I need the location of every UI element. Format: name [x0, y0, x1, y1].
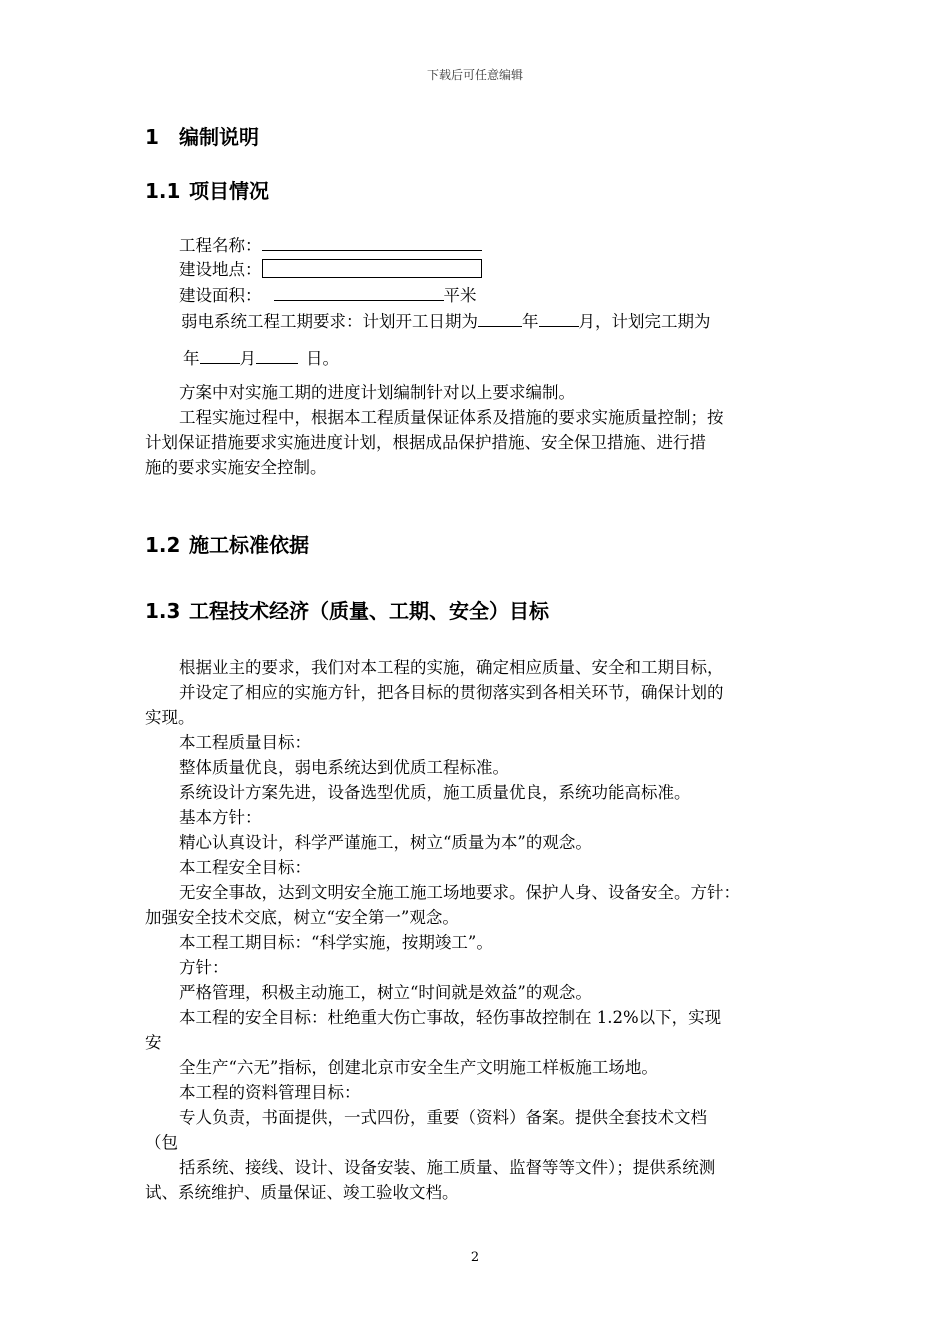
- section-title: 编制说明: [179, 125, 259, 149]
- body-line: 加强安全技术交底，树立“安全第一”观念。: [145, 908, 459, 927]
- end-day-label: 日。: [306, 349, 339, 368]
- end-label: ，计划完工期为: [595, 312, 711, 331]
- page-number: 2: [470, 1250, 480, 1265]
- project-name-blank[interactable]: [262, 232, 482, 251]
- section-title: 项目情况: [189, 179, 269, 203]
- year-label: 年: [522, 312, 539, 331]
- section-number: 1: [145, 125, 159, 149]
- project-area-blank[interactable]: [274, 282, 444, 301]
- section-number: 1.3: [145, 599, 181, 623]
- body-line: 本工程的资料管理目标：: [179, 1083, 361, 1102]
- body-line: 本工程安全目标：: [179, 858, 311, 877]
- page-header: 下载后可任意编辑: [426, 68, 523, 82]
- body-line: 全生产“六无”指标，创建北京市安全生产文明施工样板施工场地。: [179, 1058, 658, 1077]
- start-month-blank[interactable]: [539, 308, 579, 327]
- body-line: 基本方针：: [179, 808, 262, 827]
- section-heading-1-1: [145, 178, 269, 204]
- project-area-label: 建设面积：: [179, 286, 262, 305]
- project-name-line: [145, 232, 849, 258]
- body-line: 并设定了相应的实施方针，把各目标的贯彻落实到各相关环节，确保计划的: [179, 683, 724, 702]
- month-label: 月: [578, 312, 595, 331]
- body-line: 本工程工期目标：“科学实施，按期竣工”。: [179, 933, 493, 952]
- start-year-blank[interactable]: [478, 308, 522, 327]
- body-line: 本工程质量目标：: [179, 733, 311, 752]
- paragraph-line: 方案中对实施工期的进度计划编制针对以上要求编制。: [179, 383, 575, 402]
- body-line: 试、系统维护、质量保证、竣工验收文档。: [145, 1183, 459, 1202]
- project-area-unit: 平米: [443, 286, 477, 305]
- body-line: 无安全事故，达到文明安全施工施工场地要求。保护人身、设备安全。方针：: [179, 883, 740, 902]
- body-line: 根据业主的要求，我们对本工程的实施，确定相应质量、安全和工期目标，: [179, 658, 724, 677]
- section-heading-1-3: [145, 598, 549, 624]
- end-month-label: 月: [239, 349, 256, 368]
- body-line: 安: [145, 1033, 162, 1052]
- body-line: 方针：: [179, 958, 229, 977]
- paragraph-line: 施的要求实施安全控制。: [145, 458, 327, 477]
- project-area-line: [145, 282, 849, 308]
- project-site-field[interactable]: [262, 259, 482, 278]
- paragraph-line: 工程实施过程中，根据本工程质量保证体系及措施的要求实施质量控制；按: [179, 408, 724, 427]
- section-number: 1.2: [145, 533, 181, 557]
- section-heading-1-2: [145, 532, 309, 558]
- paragraph-line: 计划保证措施要求实施进度计划，根据成品保护措施、安全保卫措施、进行措: [145, 433, 706, 452]
- end-month-blank[interactable]: [200, 345, 240, 364]
- schedule-label: 弱电系统工程工期要求：计划开工日期为: [181, 312, 478, 331]
- section-title: 施工标准依据: [189, 533, 309, 557]
- project-site-label: 建设地点：: [179, 260, 262, 279]
- section-heading-1: [145, 124, 259, 150]
- project-name-label: 工程名称：: [179, 236, 262, 255]
- body-line: 精心认真设计，科学严谨施工，树立“质量为本”的观念。: [179, 833, 592, 852]
- body-line: 整体质量优良，弱电系统达到优质工程标准。: [179, 758, 509, 777]
- schedule-end-line: [145, 345, 853, 371]
- end-day-blank[interactable]: [256, 345, 298, 364]
- body-line: 系统设计方案先进，设备选型优质，施工质量优良，系统功能高标准。: [179, 783, 691, 802]
- end-year-label: 年: [183, 349, 200, 368]
- section-number: 1.1: [145, 179, 181, 203]
- body-line: 严格管理，积极主动施工，树立“时间就是效益”的观念。: [179, 983, 592, 1002]
- body-line: （包: [145, 1133, 178, 1152]
- body-line: 实现。: [145, 708, 195, 727]
- body-line: 本工程的安全目标：杜绝重大伤亡事故，轻伤事故控制在 1.2%以下，实现: [179, 1008, 722, 1027]
- project-site-line: [145, 257, 849, 282]
- body-line: 专人负责，书面提供，一式四份，重要（资料）备案。提供全套技术文档: [179, 1108, 707, 1127]
- section-title: 工程技术经济（质量、工期、安全）目标: [189, 599, 549, 623]
- schedule-line: [145, 308, 851, 334]
- body-line: 括系统、接线、设计、设备安装、施工质量、监督等等文件）；提供系统测: [179, 1158, 716, 1177]
